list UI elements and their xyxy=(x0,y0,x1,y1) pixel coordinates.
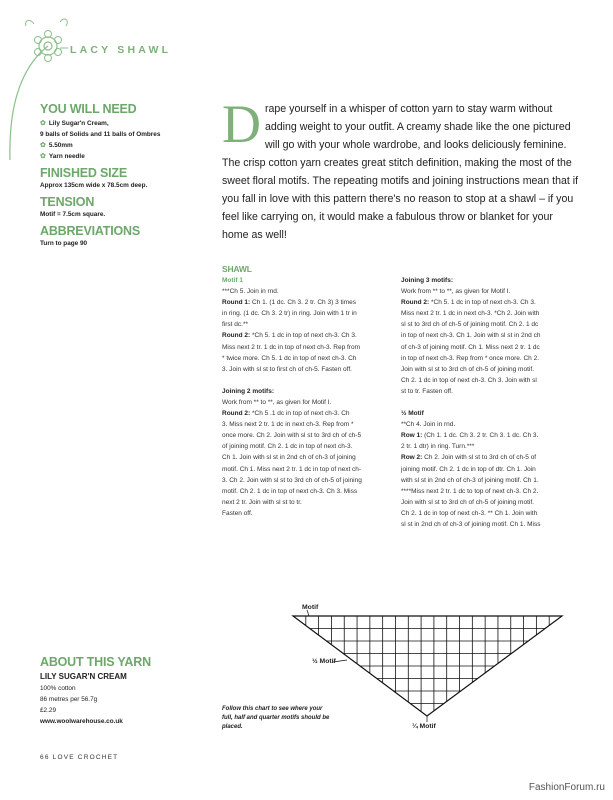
you-will-need-list xyxy=(40,118,205,162)
list-item: ✿ Lily Sugar'n Cream, xyxy=(40,120,109,127)
yarn-name: LILY SUGAR'N CREAM xyxy=(40,672,127,681)
chart-label-half-motif: ½ Motif xyxy=(312,658,336,665)
abbreviations-text: Turn to page 90 xyxy=(40,240,88,247)
header-line xyxy=(60,47,68,49)
about-yarn xyxy=(40,655,210,727)
intro-paragraph xyxy=(222,94,582,244)
join2-instructions xyxy=(222,397,392,519)
instruction-line: once more. Ch 2. Join with sl st to 3rd ch of ch-5 xyxy=(222,432,362,440)
instruction-line: in ring. (1 dc. Ch 3. 2 tr) in ring. Join with 1 tr in xyxy=(222,310,357,318)
pattern-column-left xyxy=(222,263,392,519)
list-item: ✿ Yarn needle xyxy=(40,153,85,160)
half-motif-instructions xyxy=(401,419,576,530)
join3-heading: Joining 3 motifs: xyxy=(401,277,453,284)
yarn-website-link[interactable]: www.woolwarehouse.co.uk xyxy=(40,718,123,725)
flower-bullet-icon: ✿ xyxy=(40,153,46,160)
magazine-name: LOVE CROCHET xyxy=(52,754,119,761)
instruction-line: Join with sl st to 3rd ch of ch-5 of joining motif. xyxy=(401,498,534,506)
instruction-line: Ch 1. Join with sl st in 2nd ch of ch-3 of joining xyxy=(222,454,356,462)
instruction-line: Work from ** to **, as given for Motif I. xyxy=(222,398,332,406)
instruction-line: * twice more. Ch 5. 1 dc in top of next ch-3. Ch xyxy=(222,354,357,362)
instruction-line: 3. Miss next 2 tr. 1 dc in next ch-3. Rep from * xyxy=(222,421,354,429)
you-will-need-heading: YOU WILL NEED xyxy=(40,102,137,116)
yarn-detail: 100% cotton xyxy=(40,685,76,692)
instruction-line: in top of next ch-3. Rep from * once more. Ch 2. xyxy=(401,354,540,362)
instruction-line: sl st to 3rd ch of ch-5 of joining motif. Ch 2. 1 dc xyxy=(401,321,539,329)
finished-size-heading: FINISHED SIZE xyxy=(40,166,127,180)
instruction-line: in top of next ch-3. Ch 1. Join with sl st in 2nd ch xyxy=(401,332,541,340)
finished-size-text: Approx 135cm wide x 78.5cm deep. xyxy=(40,182,148,189)
flower-bullet-icon: ✿ xyxy=(40,142,46,149)
motif1-instructions xyxy=(222,286,392,375)
drop-cap: D xyxy=(222,94,261,154)
instruction-line: Row 2: Ch 2. Join with sl st to 3rd ch of ch-5 of xyxy=(401,454,537,462)
instruction-line: ****Miss next 2 tr. 1 dc to top of next ch-3. Ch 2. xyxy=(401,487,539,495)
instruction-line: Round 2: *Ch 5. 1 dc in top of next ch-3. Ch 3. xyxy=(401,299,536,307)
instruction-line: motif. Ch 2. 1 dc in top of next ch-3. Ch 3. Miss xyxy=(222,487,358,495)
list-item: 9 balls of Solids and 11 balls of Ombres xyxy=(40,131,161,138)
instruction-line: next 2 tr. Join with sl st to tr. xyxy=(222,498,302,506)
tension-text: Motif = 7.5cm square. xyxy=(40,211,106,218)
instruction-line: st to tr. Fasten off. xyxy=(401,387,453,395)
tension-heading: TENSION xyxy=(40,195,95,209)
pattern-column-right xyxy=(401,275,576,530)
instruction-line: Ch 2. 1 dc in top of next ch-3. ** Ch 1. Join with xyxy=(401,509,538,517)
instruction-line: Miss next 2 tr. 1 dc in top of next ch-3. Rep from xyxy=(222,343,361,351)
shawl-heading: SHAWL xyxy=(222,264,252,274)
page-header-title: LACY SHAWL xyxy=(70,44,172,56)
instruction-line: 3. Ch 2. Join with sl st to 3rd ch of ch-5 of joining xyxy=(222,476,362,484)
instruction-line: Ch 2. 1 dc in top of next ch-3. Ch 3. Join with sl xyxy=(401,376,537,384)
page-footer xyxy=(40,754,118,761)
chart-label-motif: Motif xyxy=(302,604,319,611)
instruction-line: Round 1: Ch 1. (1 dc. Ch 3. 2 tr. Ch 3) 3 times xyxy=(222,299,357,307)
instruction-line: Work from ** to **, as given for Motif I. xyxy=(401,288,511,296)
instruction-line: Join with sl st to 3rd ch of ch-5 of joining motif. xyxy=(401,365,534,373)
instruction-line: 2 tr. 1 dtr) in ring. Turn.*** xyxy=(401,443,475,451)
instruction-line: Miss next 2 tr. 1 dc in next ch-3. *Ch 2. Join with xyxy=(401,310,540,318)
chart-note: Follow this chart to see where your full, half and quarter motifs should be placed. xyxy=(222,706,330,730)
instruction-line: 3. Join with sl st to first ch of ch-5. Fasten off. xyxy=(222,365,352,373)
sidebar xyxy=(40,102,205,249)
page-number: 66 xyxy=(40,754,50,761)
instruction-line: with sl st in 2nd ch of ch-3 of joining motif. Ch 1. xyxy=(401,476,539,484)
abbreviations-heading: ABBREVIATIONS xyxy=(40,224,140,238)
instruction-line: of ch-3 of joining motif. Ch 1. Miss next 2 tr. 1 dc xyxy=(401,343,540,351)
instruction-line: **Ch 4. Join in rnd. xyxy=(401,421,456,429)
instruction-line: Row 1: (Ch 1. 1 dc. Ch 3. 2 tr. Ch 3. 1 dc. Ch 3. xyxy=(401,432,539,440)
yarn-detail: 86 metres per 56.7g xyxy=(40,696,98,703)
intro-text: rape yourself in a whisper of cotton yarn to stay warm without adding weight to your outfit. A creamy shade like the one pictured will go with your whole wardrobe, and looks deliciously feminine. The crisp cotton yarn creates great stitch definition, making the most of the sweet floral motifs. The repeating motifs and joining instructions mean that if you fall in love with this pattern there's no reason to stop at a shawl – if you feel like carrying on, it would make a fabulous throw or blanket for your home as well! xyxy=(222,103,579,241)
motif1-heading: Motif 1 xyxy=(222,277,243,284)
list-item: ✿ 5.50mm xyxy=(40,142,73,149)
instruction-line: of joining motif. Ch 2. 1 dc in top of next ch-3. xyxy=(222,443,353,451)
instruction-line: ***Ch 5. Join in rnd. xyxy=(222,288,279,296)
watermark: FashionForum.ru xyxy=(528,782,605,793)
half-motif-heading: ½ Motif xyxy=(401,410,424,418)
instruction-line: Round 2: *Ch 5 .1 dc in top of next ch-3. Ch xyxy=(222,410,350,418)
chart-grid xyxy=(293,616,562,716)
instruction-line: first dc.** xyxy=(222,321,249,329)
flower-bullet-icon: ✿ xyxy=(40,120,46,127)
about-yarn-heading: ABOUT THIS YARN xyxy=(40,655,151,669)
join3-instructions xyxy=(401,286,576,397)
yarn-detail: £2.29 xyxy=(40,707,56,714)
instruction-line: Round 2: *Ch 5. 1 dc in top of next ch-3. Ch 3. xyxy=(222,332,357,340)
join2-heading: Joining 2 motifs: xyxy=(222,387,274,395)
instruction-line: sl st in 2nd ch of ch-3 of joining motif. Ch 1. Miss xyxy=(401,520,541,528)
instruction-line: Fasten off. xyxy=(222,509,253,517)
chart-label-quarter-motif: ¼ Motif xyxy=(412,723,436,730)
instruction-line: joining motif. Ch 2. 1 dc in top of dtr. Ch 1. Join xyxy=(401,465,536,473)
instruction-line: motif. Ch 1. Miss next 2 tr. 1 dc in top of next ch- xyxy=(222,465,362,473)
